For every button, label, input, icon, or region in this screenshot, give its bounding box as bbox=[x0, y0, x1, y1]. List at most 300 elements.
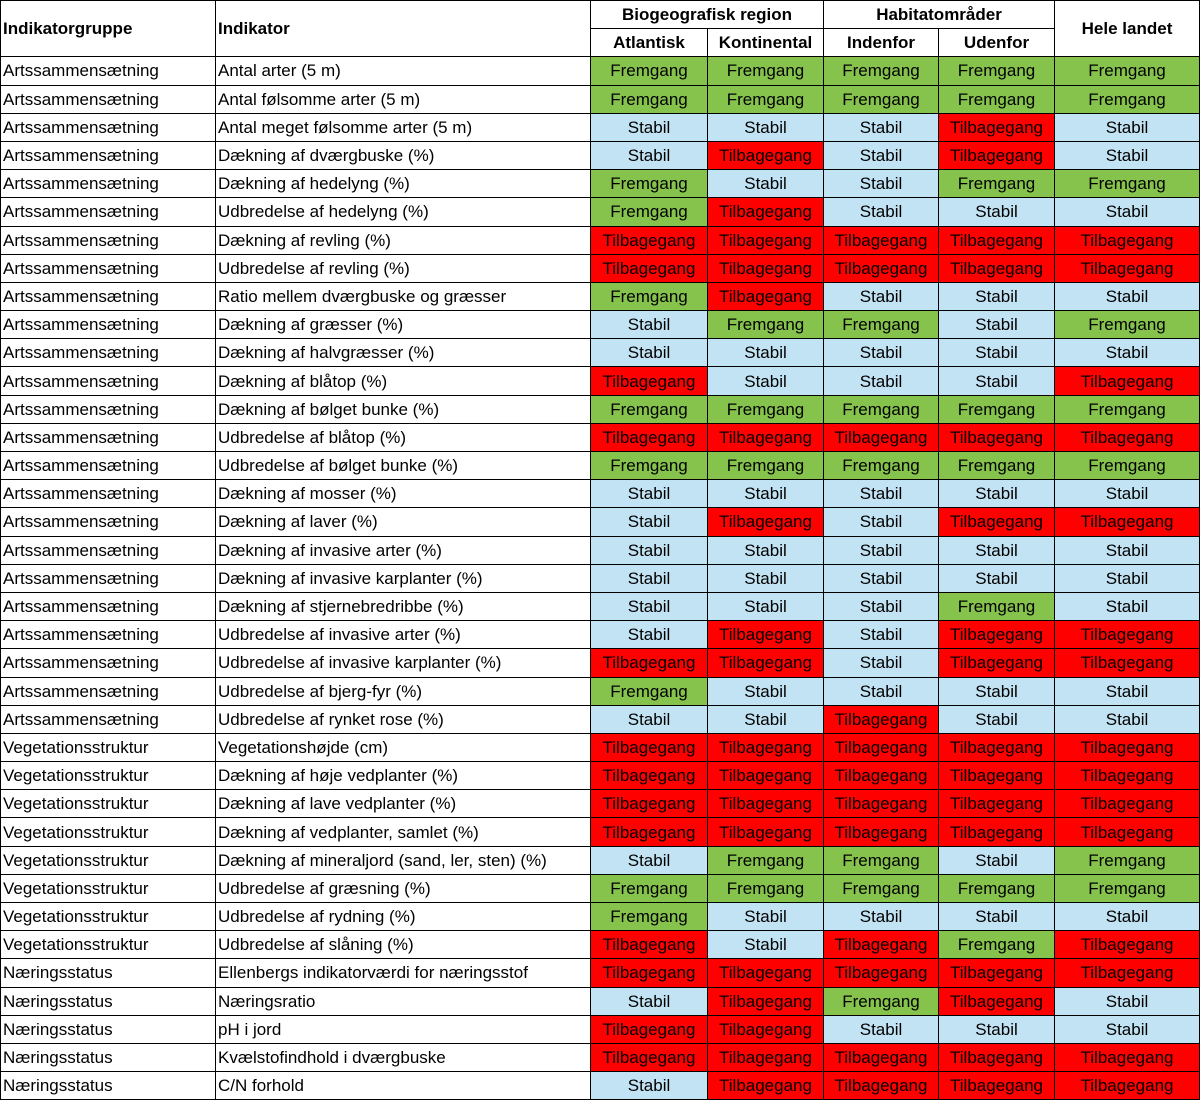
header-row-top bbox=[1, 1, 1200, 29]
status-cell-atlantisk: Tilbagegang bbox=[591, 649, 708, 677]
status-cell-indenfor: Stabil bbox=[824, 282, 939, 310]
table-row bbox=[1, 592, 1200, 620]
cell-indikatorgruppe: Artssammensætning bbox=[1, 677, 216, 705]
status-cell-kontinental: Fremgang bbox=[708, 395, 824, 423]
header-atlantisk: Atlantisk bbox=[591, 29, 708, 57]
status-cell-udenfor: Stabil bbox=[939, 677, 1055, 705]
status-cell-kontinental: Tilbagegang bbox=[708, 1015, 824, 1043]
cell-indikator: Kvælstofindhold i dværgbuske bbox=[216, 1043, 591, 1071]
cell-indikatorgruppe: Artssammensætning bbox=[1, 282, 216, 310]
status-cell-indenfor: Fremgang bbox=[824, 57, 939, 85]
status-cell-hele-landet: Tilbagegang bbox=[1055, 959, 1200, 987]
cell-indikatorgruppe: Artssammensætning bbox=[1, 536, 216, 564]
cell-indikatorgruppe: Næringsstatus bbox=[1, 1043, 216, 1071]
table-row bbox=[1, 846, 1200, 874]
cell-indikatorgruppe: Artssammensætning bbox=[1, 311, 216, 339]
header-kontinental: Kontinental bbox=[708, 29, 824, 57]
status-cell-atlantisk: Fremgang bbox=[591, 874, 708, 902]
status-cell-indenfor: Tilbagegang bbox=[824, 1043, 939, 1071]
status-cell-indenfor: Fremgang bbox=[824, 846, 939, 874]
status-cell-atlantisk: Stabil bbox=[591, 508, 708, 536]
table-row bbox=[1, 339, 1200, 367]
status-cell-hele-landet: Stabil bbox=[1055, 564, 1200, 592]
cell-indikator: Dækning af mosser (%) bbox=[216, 480, 591, 508]
cell-indikatorgruppe: Vegetationsstruktur bbox=[1, 931, 216, 959]
status-cell-udenfor: Stabil bbox=[939, 705, 1055, 733]
status-cell-indenfor: Stabil bbox=[824, 621, 939, 649]
status-cell-hele-landet: Tilbagegang bbox=[1055, 423, 1200, 451]
cell-indikator: Dækning af laver (%) bbox=[216, 508, 591, 536]
status-cell-atlantisk: Stabil bbox=[591, 987, 708, 1015]
status-cell-hele-landet: Stabil bbox=[1055, 113, 1200, 141]
status-cell-udenfor: Stabil bbox=[939, 564, 1055, 592]
status-cell-atlantisk: Tilbagegang bbox=[591, 1043, 708, 1071]
status-cell-indenfor: Stabil bbox=[824, 1015, 939, 1043]
status-cell-kontinental: Stabil bbox=[708, 480, 824, 508]
status-cell-indenfor: Stabil bbox=[824, 113, 939, 141]
status-cell-atlantisk: Fremgang bbox=[591, 395, 708, 423]
status-cell-hele-landet: Tilbagegang bbox=[1055, 1072, 1200, 1100]
status-cell-kontinental: Tilbagegang bbox=[708, 226, 824, 254]
status-cell-hele-landet: Fremgang bbox=[1055, 170, 1200, 198]
status-cell-udenfor: Fremgang bbox=[939, 57, 1055, 85]
status-cell-hele-landet: Tilbagegang bbox=[1055, 254, 1200, 282]
status-cell-kontinental: Tilbagegang bbox=[708, 1043, 824, 1071]
status-cell-udenfor: Stabil bbox=[939, 198, 1055, 226]
status-cell-hele-landet: Tilbagegang bbox=[1055, 226, 1200, 254]
status-cell-hele-landet: Tilbagegang bbox=[1055, 508, 1200, 536]
status-cell-udenfor: Stabil bbox=[939, 846, 1055, 874]
status-cell-hele-landet: Tilbagegang bbox=[1055, 1043, 1200, 1071]
status-cell-indenfor: Fremgang bbox=[824, 874, 939, 902]
cell-indikator: Dækning af hedelyng (%) bbox=[216, 170, 591, 198]
status-cell-indenfor: Stabil bbox=[824, 536, 939, 564]
header-indikator: Indikator bbox=[216, 1, 591, 57]
status-cell-atlantisk: Stabil bbox=[591, 311, 708, 339]
cell-indikator: Dækning af blåtop (%) bbox=[216, 367, 591, 395]
table-row bbox=[1, 677, 1200, 705]
table-row bbox=[1, 141, 1200, 169]
status-cell-udenfor: Tilbagegang bbox=[939, 649, 1055, 677]
status-cell-atlantisk: Tilbagegang bbox=[591, 1015, 708, 1043]
status-cell-hele-landet: Tilbagegang bbox=[1055, 762, 1200, 790]
status-cell-hele-landet: Tilbagegang bbox=[1055, 790, 1200, 818]
status-cell-kontinental: Tilbagegang bbox=[708, 733, 824, 761]
status-cell-kontinental: Stabil bbox=[708, 339, 824, 367]
status-cell-atlantisk: Fremgang bbox=[591, 903, 708, 931]
status-cell-atlantisk: Fremgang bbox=[591, 170, 708, 198]
status-cell-atlantisk: Fremgang bbox=[591, 57, 708, 85]
status-cell-indenfor: Stabil bbox=[824, 564, 939, 592]
cell-indikator: Udbredelse af hedelyng (%) bbox=[216, 198, 591, 226]
status-cell-kontinental: Stabil bbox=[708, 705, 824, 733]
status-cell-indenfor: Fremgang bbox=[824, 85, 939, 113]
cell-indikatorgruppe: Næringsstatus bbox=[1, 959, 216, 987]
status-cell-udenfor: Tilbagegang bbox=[939, 423, 1055, 451]
status-cell-udenfor: Tilbagegang bbox=[939, 508, 1055, 536]
status-cell-hele-landet: Stabil bbox=[1055, 987, 1200, 1015]
cell-indikatorgruppe: Vegetationsstruktur bbox=[1, 762, 216, 790]
cell-indikator: Ratio mellem dværgbuske og græsser bbox=[216, 282, 591, 310]
cell-indikatorgruppe: Artssammensætning bbox=[1, 339, 216, 367]
status-cell-udenfor: Fremgang bbox=[939, 452, 1055, 480]
table-row bbox=[1, 480, 1200, 508]
cell-indikatorgruppe: Vegetationsstruktur bbox=[1, 818, 216, 846]
cell-indikator: Dækning af invasive karplanter (%) bbox=[216, 564, 591, 592]
status-cell-atlantisk: Stabil bbox=[591, 592, 708, 620]
status-cell-atlantisk: Tilbagegang bbox=[591, 733, 708, 761]
table-row bbox=[1, 818, 1200, 846]
status-cell-udenfor: Tilbagegang bbox=[939, 733, 1055, 761]
status-cell-indenfor: Stabil bbox=[824, 677, 939, 705]
status-cell-hele-landet: Fremgang bbox=[1055, 395, 1200, 423]
status-cell-atlantisk: Fremgang bbox=[591, 85, 708, 113]
status-cell-kontinental: Tilbagegang bbox=[708, 818, 824, 846]
cell-indikator: Dækning af stjernebredribbe (%) bbox=[216, 592, 591, 620]
cell-indikatorgruppe: Artssammensætning bbox=[1, 621, 216, 649]
status-cell-indenfor: Tilbagegang bbox=[824, 226, 939, 254]
table-row bbox=[1, 903, 1200, 931]
status-cell-indenfor: Tilbagegang bbox=[824, 705, 939, 733]
status-cell-udenfor: Stabil bbox=[939, 339, 1055, 367]
status-cell-atlantisk: Stabil bbox=[591, 705, 708, 733]
table-row bbox=[1, 564, 1200, 592]
cell-indikator: Dækning af halvgræsser (%) bbox=[216, 339, 591, 367]
cell-indikatorgruppe: Næringsstatus bbox=[1, 987, 216, 1015]
status-cell-kontinental: Tilbagegang bbox=[708, 141, 824, 169]
status-cell-indenfor: Tilbagegang bbox=[824, 790, 939, 818]
status-cell-indenfor: Stabil bbox=[824, 592, 939, 620]
status-cell-hele-landet: Fremgang bbox=[1055, 57, 1200, 85]
table-body bbox=[1, 57, 1200, 1100]
status-cell-hele-landet: Stabil bbox=[1055, 1015, 1200, 1043]
status-cell-udenfor: Stabil bbox=[939, 903, 1055, 931]
table-row bbox=[1, 874, 1200, 902]
table-row bbox=[1, 1043, 1200, 1071]
table-row bbox=[1, 170, 1200, 198]
status-cell-kontinental: Stabil bbox=[708, 564, 824, 592]
status-cell-udenfor: Tilbagegang bbox=[939, 1072, 1055, 1100]
status-cell-atlantisk: Tilbagegang bbox=[591, 762, 708, 790]
status-cell-atlantisk: Tilbagegang bbox=[591, 931, 708, 959]
status-cell-atlantisk: Fremgang bbox=[591, 677, 708, 705]
status-cell-udenfor: Fremgang bbox=[939, 395, 1055, 423]
status-cell-udenfor: Tilbagegang bbox=[939, 818, 1055, 846]
table-row bbox=[1, 282, 1200, 310]
header-hele-landet: Hele landet bbox=[1055, 1, 1200, 57]
cell-indikator: Udbredelse af blåtop (%) bbox=[216, 423, 591, 451]
status-cell-udenfor: Stabil bbox=[939, 282, 1055, 310]
status-cell-atlantisk: Tilbagegang bbox=[591, 254, 708, 282]
cell-indikator: pH i jord bbox=[216, 1015, 591, 1043]
status-cell-indenfor: Stabil bbox=[824, 649, 939, 677]
table-row bbox=[1, 987, 1200, 1015]
status-cell-udenfor: Stabil bbox=[939, 536, 1055, 564]
status-cell-kontinental: Tilbagegang bbox=[708, 959, 824, 987]
status-cell-udenfor: Stabil bbox=[939, 1015, 1055, 1043]
cell-indikator: Dækning af bølget bunke (%) bbox=[216, 395, 591, 423]
cell-indikatorgruppe: Vegetationsstruktur bbox=[1, 903, 216, 931]
status-cell-indenfor: Tilbagegang bbox=[824, 423, 939, 451]
cell-indikatorgruppe: Artssammensætning bbox=[1, 226, 216, 254]
status-cell-udenfor: Tilbagegang bbox=[939, 959, 1055, 987]
header-habitatomraader: Habitatområder bbox=[824, 1, 1055, 29]
status-cell-kontinental: Tilbagegang bbox=[708, 762, 824, 790]
status-cell-kontinental: Stabil bbox=[708, 677, 824, 705]
status-cell-indenfor: Stabil bbox=[824, 141, 939, 169]
status-cell-udenfor: Fremgang bbox=[939, 874, 1055, 902]
status-cell-indenfor: Fremgang bbox=[824, 987, 939, 1015]
table-row bbox=[1, 311, 1200, 339]
table-row bbox=[1, 649, 1200, 677]
cell-indikator: Ellenbergs indikatorværdi for næringsstof bbox=[216, 959, 591, 987]
status-cell-atlantisk: Fremgang bbox=[591, 452, 708, 480]
header-indenfor: Indenfor bbox=[824, 29, 939, 57]
status-cell-kontinental: Stabil bbox=[708, 931, 824, 959]
status-cell-kontinental: Tilbagegang bbox=[708, 790, 824, 818]
status-cell-kontinental: Tilbagegang bbox=[708, 282, 824, 310]
header-biogeografisk-region: Biogeografisk region bbox=[591, 1, 824, 29]
cell-indikator: Udbredelse af revling (%) bbox=[216, 254, 591, 282]
status-cell-hele-landet: Stabil bbox=[1055, 282, 1200, 310]
cell-indikatorgruppe: Artssammensætning bbox=[1, 564, 216, 592]
status-cell-kontinental: Fremgang bbox=[708, 452, 824, 480]
cell-indikatorgruppe: Artssammensætning bbox=[1, 254, 216, 282]
status-cell-indenfor: Stabil bbox=[824, 339, 939, 367]
cell-indikator: Udbredelse af invasive arter (%) bbox=[216, 621, 591, 649]
cell-indikator: Dækning af høje vedplanter (%) bbox=[216, 762, 591, 790]
cell-indikatorgruppe: Artssammensætning bbox=[1, 367, 216, 395]
status-cell-indenfor: Stabil bbox=[824, 198, 939, 226]
cell-indikatorgruppe: Vegetationsstruktur bbox=[1, 846, 216, 874]
cell-indikatorgruppe: Artssammensætning bbox=[1, 592, 216, 620]
table-row bbox=[1, 198, 1200, 226]
cell-indikator: C/N forhold bbox=[216, 1072, 591, 1100]
status-cell-kontinental: Fremgang bbox=[708, 874, 824, 902]
cell-indikator: Dækning af lave vedplanter (%) bbox=[216, 790, 591, 818]
table-row bbox=[1, 931, 1200, 959]
status-cell-indenfor: Fremgang bbox=[824, 395, 939, 423]
cell-indikatorgruppe: Vegetationsstruktur bbox=[1, 790, 216, 818]
status-cell-kontinental: Stabil bbox=[708, 903, 824, 931]
status-cell-kontinental: Tilbagegang bbox=[708, 198, 824, 226]
cell-indikator: Dækning af revling (%) bbox=[216, 226, 591, 254]
status-cell-udenfor: Tilbagegang bbox=[939, 790, 1055, 818]
status-cell-hele-landet: Tilbagegang bbox=[1055, 818, 1200, 846]
cell-indikator: Udbredelse af bølget bunke (%) bbox=[216, 452, 591, 480]
status-cell-atlantisk: Stabil bbox=[591, 113, 708, 141]
status-cell-hele-landet: Fremgang bbox=[1055, 452, 1200, 480]
status-cell-hele-landet: Tilbagegang bbox=[1055, 367, 1200, 395]
status-cell-udenfor: Tilbagegang bbox=[939, 1043, 1055, 1071]
status-cell-kontinental: Tilbagegang bbox=[708, 423, 824, 451]
cell-indikatorgruppe: Artssammensætning bbox=[1, 480, 216, 508]
status-cell-atlantisk: Stabil bbox=[591, 564, 708, 592]
cell-indikator: Udbredelse af græsning (%) bbox=[216, 874, 591, 902]
status-cell-hele-landet: Stabil bbox=[1055, 339, 1200, 367]
status-cell-hele-landet: Tilbagegang bbox=[1055, 733, 1200, 761]
cell-indikator: Antal følsomme arter (5 m) bbox=[216, 85, 591, 113]
table-row bbox=[1, 452, 1200, 480]
table-row bbox=[1, 113, 1200, 141]
status-cell-atlantisk: Fremgang bbox=[591, 282, 708, 310]
status-cell-udenfor: Tilbagegang bbox=[939, 621, 1055, 649]
cell-indikatorgruppe: Artssammensætning bbox=[1, 113, 216, 141]
table-row bbox=[1, 367, 1200, 395]
status-cell-atlantisk: Stabil bbox=[591, 846, 708, 874]
table-row bbox=[1, 226, 1200, 254]
status-cell-atlantisk: Stabil bbox=[591, 536, 708, 564]
status-cell-udenfor: Fremgang bbox=[939, 85, 1055, 113]
status-cell-udenfor: Tilbagegang bbox=[939, 226, 1055, 254]
cell-indikatorgruppe: Artssammensætning bbox=[1, 452, 216, 480]
table-row bbox=[1, 705, 1200, 733]
status-cell-kontinental: Stabil bbox=[708, 170, 824, 198]
status-cell-atlantisk: Stabil bbox=[591, 141, 708, 169]
status-cell-hele-landet: Fremgang bbox=[1055, 85, 1200, 113]
status-cell-udenfor: Tilbagegang bbox=[939, 254, 1055, 282]
status-cell-indenfor: Stabil bbox=[824, 367, 939, 395]
status-cell-indenfor: Tilbagegang bbox=[824, 931, 939, 959]
status-cell-hele-landet: Stabil bbox=[1055, 705, 1200, 733]
table-row bbox=[1, 959, 1200, 987]
status-cell-indenfor: Tilbagegang bbox=[824, 762, 939, 790]
status-cell-udenfor: Fremgang bbox=[939, 592, 1055, 620]
status-cell-hele-landet: Stabil bbox=[1055, 677, 1200, 705]
status-cell-kontinental: Stabil bbox=[708, 592, 824, 620]
cell-indikatorgruppe: Næringsstatus bbox=[1, 1015, 216, 1043]
table-row bbox=[1, 1072, 1200, 1100]
cell-indikatorgruppe: Artssammensætning bbox=[1, 705, 216, 733]
status-cell-hele-landet: Fremgang bbox=[1055, 846, 1200, 874]
cell-indikatorgruppe: Artssammensætning bbox=[1, 85, 216, 113]
cell-indikatorgruppe: Næringsstatus bbox=[1, 1072, 216, 1100]
table-row bbox=[1, 790, 1200, 818]
status-cell-kontinental: Tilbagegang bbox=[708, 1072, 824, 1100]
status-cell-udenfor: Stabil bbox=[939, 367, 1055, 395]
table-row bbox=[1, 1015, 1200, 1043]
status-cell-kontinental: Tilbagegang bbox=[708, 254, 824, 282]
cell-indikator: Vegetationshøjde (cm) bbox=[216, 733, 591, 761]
status-cell-indenfor: Tilbagegang bbox=[824, 1072, 939, 1100]
status-cell-indenfor: Tilbagegang bbox=[824, 733, 939, 761]
status-cell-kontinental: Stabil bbox=[708, 536, 824, 564]
status-cell-kontinental: Fremgang bbox=[708, 85, 824, 113]
table-row bbox=[1, 536, 1200, 564]
status-cell-atlantisk: Tilbagegang bbox=[591, 367, 708, 395]
cell-indikatorgruppe: Artssammensætning bbox=[1, 508, 216, 536]
status-cell-udenfor: Tilbagegang bbox=[939, 113, 1055, 141]
cell-indikator: Dækning af mineraljord (sand, ler, sten) (%) bbox=[216, 846, 591, 874]
table-row bbox=[1, 85, 1200, 113]
cell-indikator: Udbredelse af rynket rose (%) bbox=[216, 705, 591, 733]
cell-indikator: Næringsratio bbox=[216, 987, 591, 1015]
table-row bbox=[1, 57, 1200, 85]
table-row bbox=[1, 395, 1200, 423]
status-cell-indenfor: Stabil bbox=[824, 480, 939, 508]
cell-indikatorgruppe: Artssammensætning bbox=[1, 423, 216, 451]
cell-indikator: Antal meget følsomme arter (5 m) bbox=[216, 113, 591, 141]
status-cell-hele-landet: Fremgang bbox=[1055, 874, 1200, 902]
cell-indikator: Udbredelse af invasive karplanter (%) bbox=[216, 649, 591, 677]
table-row bbox=[1, 733, 1200, 761]
status-cell-hele-landet: Stabil bbox=[1055, 198, 1200, 226]
table-row bbox=[1, 254, 1200, 282]
status-cell-atlantisk: Fremgang bbox=[591, 198, 708, 226]
status-cell-atlantisk: Stabil bbox=[591, 1072, 708, 1100]
status-cell-indenfor: Tilbagegang bbox=[824, 254, 939, 282]
status-cell-hele-landet: Stabil bbox=[1055, 536, 1200, 564]
status-cell-atlantisk: Tilbagegang bbox=[591, 959, 708, 987]
status-cell-udenfor: Stabil bbox=[939, 480, 1055, 508]
status-cell-kontinental: Fremgang bbox=[708, 311, 824, 339]
status-cell-indenfor: Tilbagegang bbox=[824, 818, 939, 846]
status-cell-hele-landet: Stabil bbox=[1055, 592, 1200, 620]
cell-indikator: Udbredelse af slåning (%) bbox=[216, 931, 591, 959]
cell-indikator: Antal arter (5 m) bbox=[216, 57, 591, 85]
status-cell-indenfor: Stabil bbox=[824, 903, 939, 931]
status-cell-kontinental: Stabil bbox=[708, 113, 824, 141]
cell-indikator: Dækning af invasive arter (%) bbox=[216, 536, 591, 564]
cell-indikatorgruppe: Artssammensætning bbox=[1, 57, 216, 85]
status-cell-atlantisk: Stabil bbox=[591, 339, 708, 367]
table-header bbox=[1, 1, 1200, 57]
status-cell-indenfor: Fremgang bbox=[824, 452, 939, 480]
status-cell-kontinental: Tilbagegang bbox=[708, 649, 824, 677]
status-cell-kontinental: Fremgang bbox=[708, 846, 824, 874]
status-cell-udenfor: Fremgang bbox=[939, 170, 1055, 198]
cell-indikator: Udbredelse af bjerg-fyr (%) bbox=[216, 677, 591, 705]
table-row bbox=[1, 762, 1200, 790]
table-row bbox=[1, 423, 1200, 451]
cell-indikator: Dækning af græsser (%) bbox=[216, 311, 591, 339]
status-cell-hele-landet: Stabil bbox=[1055, 141, 1200, 169]
status-cell-atlantisk: Stabil bbox=[591, 621, 708, 649]
status-cell-indenfor: Tilbagegang bbox=[824, 959, 939, 987]
cell-indikatorgruppe: Artssammensætning bbox=[1, 649, 216, 677]
status-cell-hele-landet: Tilbagegang bbox=[1055, 621, 1200, 649]
status-cell-indenfor: Stabil bbox=[824, 170, 939, 198]
status-cell-udenfor: Tilbagegang bbox=[939, 762, 1055, 790]
cell-indikator: Dækning af dværgbuske (%) bbox=[216, 141, 591, 169]
status-cell-atlantisk: Tilbagegang bbox=[591, 226, 708, 254]
status-cell-udenfor: Tilbagegang bbox=[939, 987, 1055, 1015]
status-cell-atlantisk: Tilbagegang bbox=[591, 818, 708, 846]
header-indikatorgruppe: Indikatorgruppe bbox=[1, 1, 216, 57]
cell-indikatorgruppe: Artssammensætning bbox=[1, 395, 216, 423]
cell-indikatorgruppe: Artssammensætning bbox=[1, 141, 216, 169]
status-cell-kontinental: Fremgang bbox=[708, 57, 824, 85]
status-cell-atlantisk: Tilbagegang bbox=[591, 423, 708, 451]
status-cell-udenfor: Stabil bbox=[939, 311, 1055, 339]
status-cell-kontinental: Stabil bbox=[708, 367, 824, 395]
status-cell-hele-landet: Stabil bbox=[1055, 480, 1200, 508]
cell-indikator: Udbredelse af rydning (%) bbox=[216, 903, 591, 931]
table-row bbox=[1, 508, 1200, 536]
status-cell-udenfor: Tilbagegang bbox=[939, 141, 1055, 169]
cell-indikatorgruppe: Artssammensætning bbox=[1, 198, 216, 226]
status-cell-hele-landet: Fremgang bbox=[1055, 311, 1200, 339]
status-cell-kontinental: Tilbagegang bbox=[708, 621, 824, 649]
status-cell-indenfor: Stabil bbox=[824, 508, 939, 536]
status-cell-kontinental: Tilbagegang bbox=[708, 987, 824, 1015]
table-row bbox=[1, 621, 1200, 649]
status-cell-hele-landet: Tilbagegang bbox=[1055, 931, 1200, 959]
header-udenfor: Udenfor bbox=[939, 29, 1055, 57]
cell-indikatorgruppe: Artssammensætning bbox=[1, 170, 216, 198]
cell-indikator: Dækning af vedplanter, samlet (%) bbox=[216, 818, 591, 846]
status-cell-hele-landet: Tilbagegang bbox=[1055, 649, 1200, 677]
